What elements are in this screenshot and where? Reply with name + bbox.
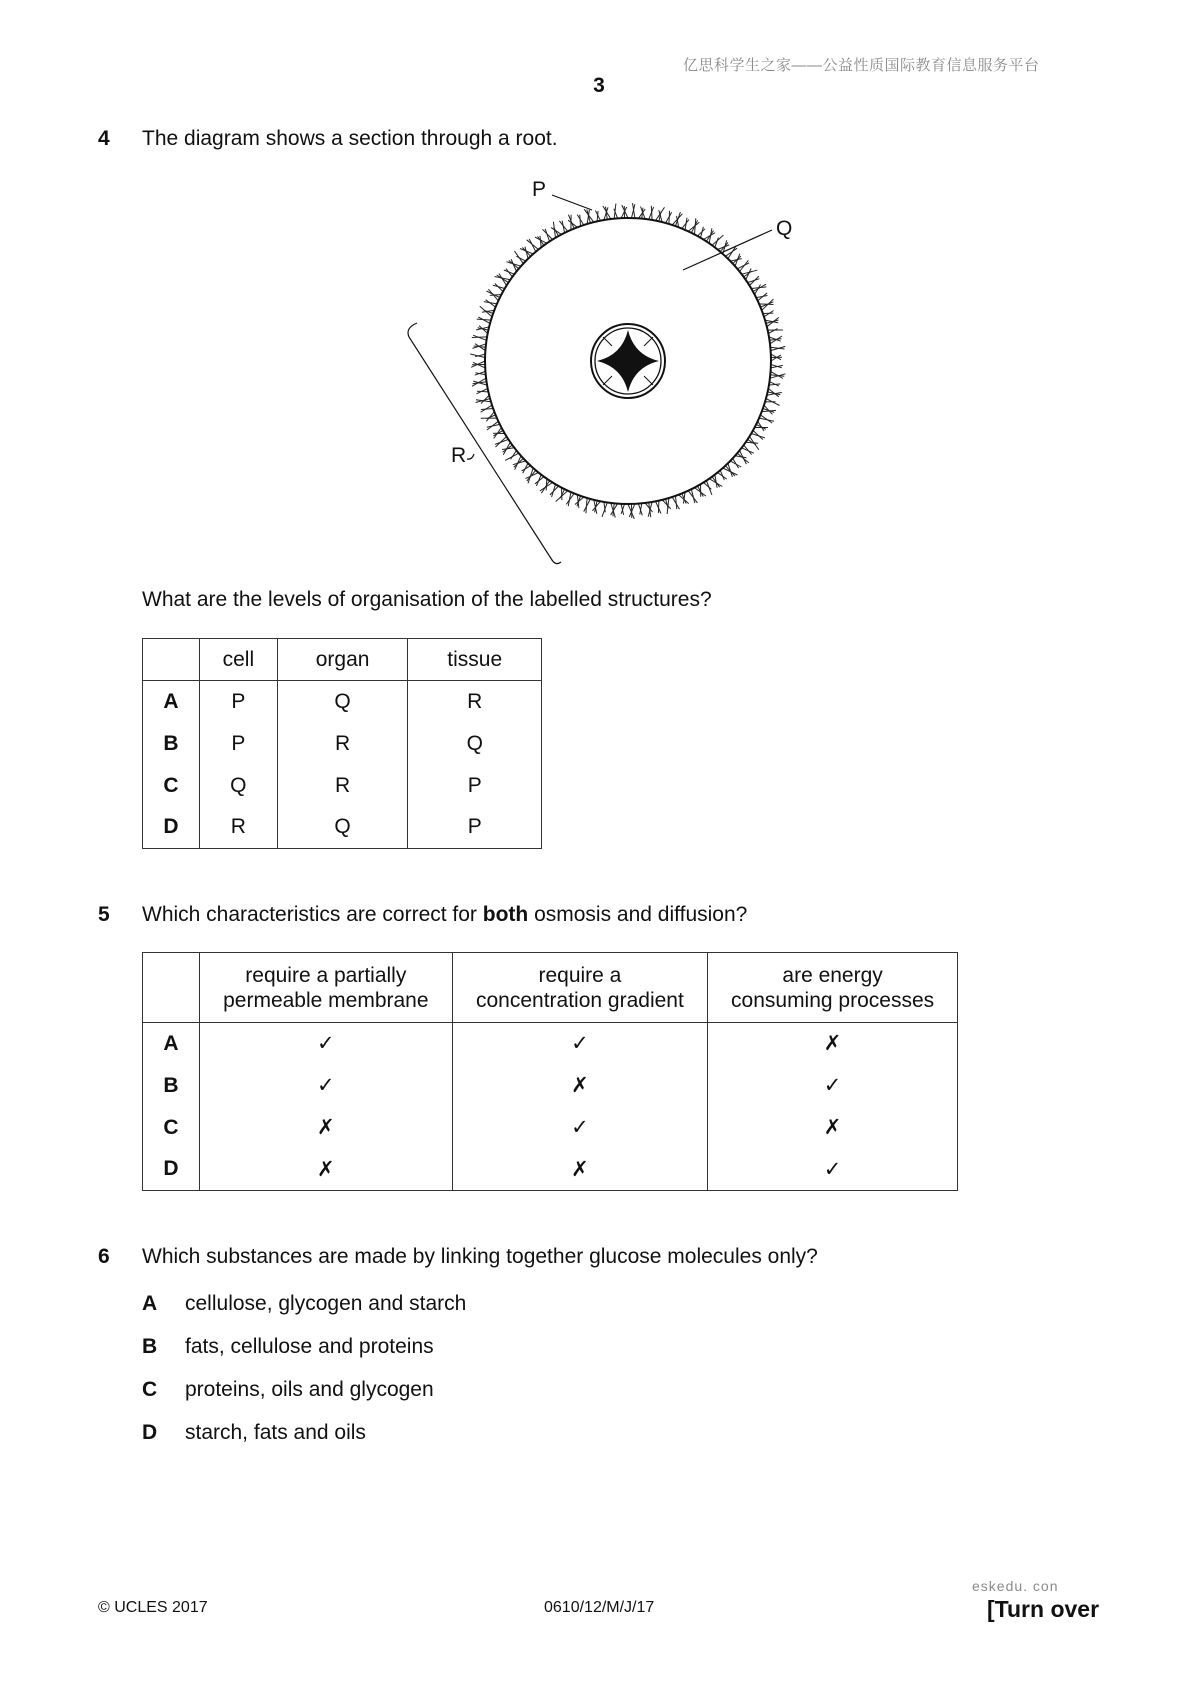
table-cell: R	[277, 765, 408, 807]
question-5-number: 5	[98, 903, 110, 926]
mark-cell: ✗	[708, 1107, 958, 1149]
table-row	[143, 681, 542, 723]
option-letter: D	[143, 807, 200, 849]
root-hair	[744, 445, 752, 455]
root-hair	[546, 479, 547, 491]
option-letter: C	[143, 1107, 200, 1149]
mark-cell: ✗	[708, 1023, 958, 1065]
table-header-cell: cell	[200, 639, 278, 681]
option-letter: D	[143, 1149, 200, 1191]
table-cell: Q	[277, 807, 408, 849]
table-header-membrane: require a partially permeable membrane	[200, 953, 453, 1023]
label-line-p	[552, 195, 592, 210]
page-number: 3	[593, 74, 605, 97]
root-hair	[514, 458, 524, 467]
table-header-tissue: tissue	[408, 639, 542, 681]
root-hair	[725, 466, 735, 476]
table-row	[143, 807, 542, 849]
table-cell: P	[408, 765, 542, 807]
root-hair	[740, 260, 749, 271]
option-text: starch, fats and oils	[185, 1421, 366, 1444]
root-hair	[756, 424, 766, 429]
question-4-table	[142, 638, 542, 849]
root-hair	[750, 276, 759, 285]
root-hair	[552, 484, 556, 497]
table-header-empty	[143, 639, 200, 681]
root-hair	[487, 421, 498, 430]
question-4-prompt: What are the levels of organisation of the labelled structures?	[142, 588, 712, 611]
table-cell: Q	[277, 681, 408, 723]
table-row	[143, 1023, 958, 1065]
root-hair	[718, 245, 730, 250]
label-line-r-tick	[467, 454, 474, 459]
label-q: Q	[776, 217, 793, 240]
root-hair	[695, 218, 696, 234]
root-hair	[504, 270, 515, 274]
root-section-diagram	[380, 170, 810, 570]
copyright: © UCLES 2017	[98, 1599, 208, 1616]
question-4-number: 4	[98, 127, 110, 150]
root-hair	[551, 228, 562, 235]
mark-cell: ✓	[200, 1023, 453, 1065]
mark-cell: ✓	[452, 1023, 708, 1065]
root-hair	[490, 295, 502, 296]
question-6-text: Which substances are made by linking together glucose molecules only?	[142, 1245, 818, 1268]
mark-cell: ✓	[708, 1065, 958, 1107]
root-hair	[496, 437, 507, 448]
table-cell: P	[200, 681, 278, 723]
root-hair	[499, 274, 507, 286]
root-hair	[651, 206, 652, 220]
mark-cell: ✓	[452, 1107, 708, 1149]
turn-over: [Turn over	[987, 1596, 1100, 1622]
table-row	[143, 765, 542, 807]
option-letter: B	[143, 1065, 200, 1107]
root-hair	[746, 269, 751, 280]
root-hair	[742, 448, 754, 453]
option-letter: A	[142, 1292, 158, 1315]
root-hair	[725, 248, 737, 256]
table-header-gradient: require a concentration gradient	[452, 953, 708, 1023]
root-hair	[545, 229, 550, 242]
option-text: cellulose, glycogen and starch	[185, 1292, 467, 1315]
root-hair	[495, 439, 508, 444]
option-letter: C	[143, 765, 200, 807]
watermark-text: 亿思科学生之家——公益性质国际教育信息服务平台	[683, 57, 1040, 74]
root-hair	[718, 473, 727, 480]
root-hair	[759, 418, 774, 421]
table-header-energy: are energy consuming processes	[708, 953, 958, 1023]
root-hair	[762, 410, 776, 411]
table-row	[143, 1107, 958, 1149]
root-hair	[529, 239, 536, 252]
option-text: proteins, oils and glycogen	[185, 1378, 434, 1401]
site-watermark: eskedu. con	[972, 1578, 1059, 1594]
root-hair	[536, 475, 541, 486]
mark-cell: ✗	[200, 1107, 453, 1149]
root-hair	[730, 461, 741, 467]
table-header-organ: organ	[277, 639, 408, 681]
option-letter: A	[143, 1023, 200, 1065]
root-hair	[543, 229, 553, 239]
label-p: P	[532, 178, 547, 201]
option-letter: B	[143, 723, 200, 765]
table-header-empty	[143, 953, 200, 1023]
root-hair	[523, 463, 528, 473]
label-r: R	[451, 444, 467, 467]
root-hair	[704, 233, 716, 240]
root-hair	[737, 263, 749, 269]
root-hair	[755, 285, 761, 295]
root-hair	[746, 442, 758, 443]
mark-cell: ✓	[708, 1149, 958, 1191]
table-cell: R	[200, 807, 278, 849]
mark-cell: ✗	[452, 1149, 708, 1191]
root-hair	[688, 491, 697, 503]
question-5-table	[142, 952, 958, 1191]
root-hair	[472, 337, 487, 338]
table-row	[143, 723, 542, 765]
table-row	[143, 1065, 958, 1107]
table-row	[143, 1149, 958, 1191]
option-letter: D	[142, 1421, 158, 1444]
table-cell: Q	[200, 765, 278, 807]
question-5-text: Which characteristics are correct for both osmosis and diffusion?	[142, 903, 748, 926]
question-6-number: 6	[98, 1245, 110, 1268]
root-hair	[669, 211, 670, 224]
mark-cell: ✗	[452, 1065, 708, 1107]
table-cell: Q	[408, 723, 542, 765]
root-hair	[728, 463, 733, 477]
vascular-bundle	[591, 324, 665, 398]
root-hair	[688, 222, 699, 231]
mark-cell: ✓	[200, 1065, 453, 1107]
question-4-text: The diagram shows a section through a root.	[142, 127, 558, 150]
table-cell: P	[408, 807, 542, 849]
root-hair	[769, 384, 780, 385]
root-hair	[768, 329, 777, 334]
root-hair	[586, 498, 587, 513]
table-cell: R	[408, 681, 542, 723]
root-hair	[737, 453, 749, 463]
root-hair	[751, 434, 765, 438]
root-hair	[541, 481, 549, 494]
root-hair	[527, 240, 539, 250]
root-hair	[486, 412, 494, 422]
root-hair	[527, 470, 536, 481]
table-cell: R	[277, 723, 408, 765]
option-text: fats, cellulose and proteins	[185, 1335, 434, 1358]
mark-cell: ✗	[200, 1149, 453, 1191]
root-hair	[477, 319, 491, 320]
root-hair	[511, 259, 516, 271]
option-letter: C	[142, 1378, 158, 1401]
table-cell: P	[200, 723, 278, 765]
option-letter: B	[142, 1335, 158, 1358]
option-letter: A	[143, 681, 200, 723]
paper-code: 0610/12/M/J/17	[544, 1599, 655, 1616]
